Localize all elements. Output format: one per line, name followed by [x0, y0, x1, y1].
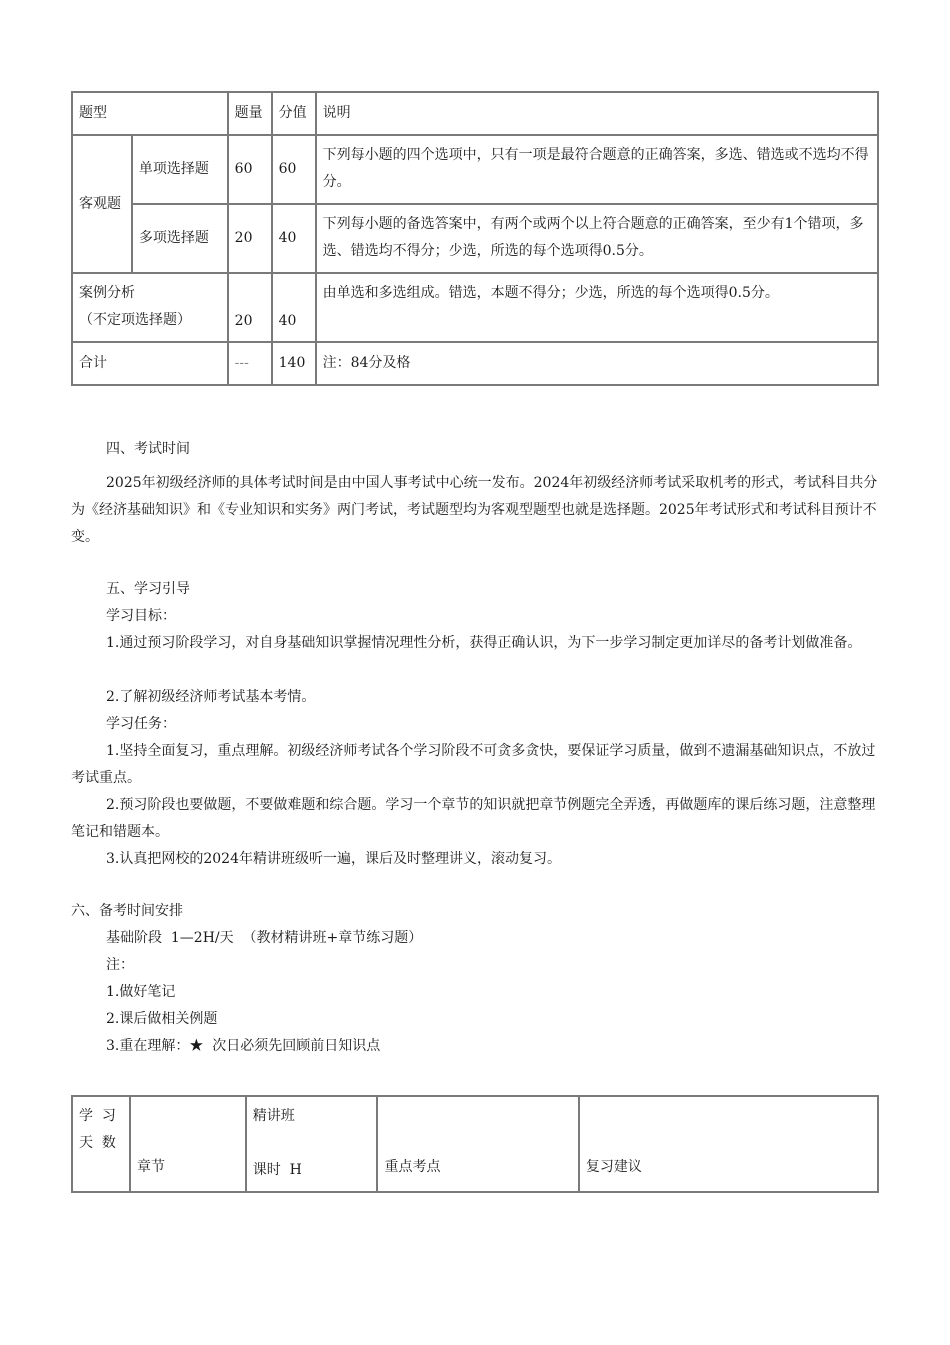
multi-name: 多项选择题 — [132, 204, 228, 273]
goal-2: 2.了解初级经济师考试基本考情。 — [106, 689, 316, 705]
col-chapter: 章节 — [130, 1096, 246, 1192]
total-name: 合计 — [72, 342, 228, 385]
goal-1: 1.通过预习阶段学习，对自身基础知识掌握情况理性分析，获得正确认识，为下一步学习制定更加详尽的备考计划做准备。 — [106, 635, 862, 651]
multi-desc: 下列每小题的备选答案中，有两个或两个以上符合题意的正确答案，至少有1个错项，多选、错选均不得分；少选，所选的每个选项得0.5分。 — [316, 204, 878, 273]
single-desc: 下列每小题的四个选项中，只有一项是最符合题意的正确答案，多选、错选或不选均不得分。 — [316, 135, 878, 204]
case-name-line1: 案例分析 — [79, 285, 135, 301]
goal-title: 学习目标： — [106, 608, 176, 624]
col-day — [72, 1096, 130, 1192]
case-desc: 由单选和多选组成。错选，本题不得分；少选，所选的每个选项得0.5分。 — [316, 273, 878, 342]
case-name-line2: （不定项选择题） — [79, 312, 191, 328]
multi-count: 20 — [228, 204, 272, 273]
task-2: 2.预习阶段也要做题，不要做难题和综合题。学习一个章节的知识就把章节例题完全弄透，再做题库的课后练习题，注意整理笔记和错题本。 — [71, 797, 876, 840]
col-class-bottom: 课时 H — [252, 1162, 302, 1178]
col-class-top: 精讲班 — [252, 1108, 295, 1124]
col-key: 重点考点 — [377, 1096, 578, 1192]
note-3: 3.重在理解：★ 次日必须先回顾前日知识点 — [106, 1038, 381, 1054]
plan-table — [71, 1095, 879, 1193]
objective-label: 客观题 — [72, 135, 132, 273]
section4-heading: 四、考试时间 — [106, 441, 190, 457]
stage-line: 基础阶段 1—2H/天 （教材精讲班+章节练习题） — [106, 930, 423, 946]
single-name: 单项选择题 — [132, 135, 228, 204]
section6-heading: 六、备考时间安排 — [71, 903, 183, 919]
total-desc: 注：84分及格 — [316, 342, 878, 385]
header-type: 题型 — [72, 92, 228, 135]
task-1: 1.坚持全面复习，重点理解。初级经济师考试各个学习阶段不可贪多贪快，要保证学习质量，做到不遗漏基础知识点，不放过考试重点。 — [71, 743, 876, 786]
col-day-label: 学 习 天 数 — [79, 1108, 121, 1151]
case-count: 20 — [228, 273, 272, 342]
header-desc: 说明 — [316, 92, 878, 135]
single-score: 60 — [272, 135, 316, 204]
task-title: 学习任务： — [106, 716, 176, 732]
multi-score: 40 — [272, 204, 316, 273]
header-score: 分值 — [272, 92, 316, 135]
case-score: 40 — [272, 273, 316, 342]
header-count: 题量 — [228, 92, 272, 135]
case-name — [72, 273, 228, 342]
section4-body: 2025年初级经济师的具体考试时间是由中国人事考试中心统一发布。2024年初级经济师考试采取机考的形式，考试科目共分为《经济基础知识》和《专业知识和实务》两门考试，考试题型均为客观型题型也就是选择题。2025年考试形式和考试科目预计不变。 — [71, 475, 878, 545]
section5-heading: 五、学习引导 — [106, 581, 190, 597]
note-title: 注： — [106, 957, 134, 973]
col-advice: 复习建议 — [579, 1096, 878, 1192]
single-count: 60 — [228, 135, 272, 204]
note-2: 2.课后做相关例题 — [106, 1011, 218, 1027]
task-3: 3.认真把网校的2024年精讲班级听一遍，课后及时整理讲义，滚动复习。 — [106, 851, 561, 867]
note-1: 1.做好笔记 — [106, 984, 176, 1000]
total-score: 140 — [272, 342, 316, 385]
score-table — [71, 91, 879, 386]
total-count: --- — [228, 342, 272, 385]
col-class — [246, 1096, 378, 1192]
